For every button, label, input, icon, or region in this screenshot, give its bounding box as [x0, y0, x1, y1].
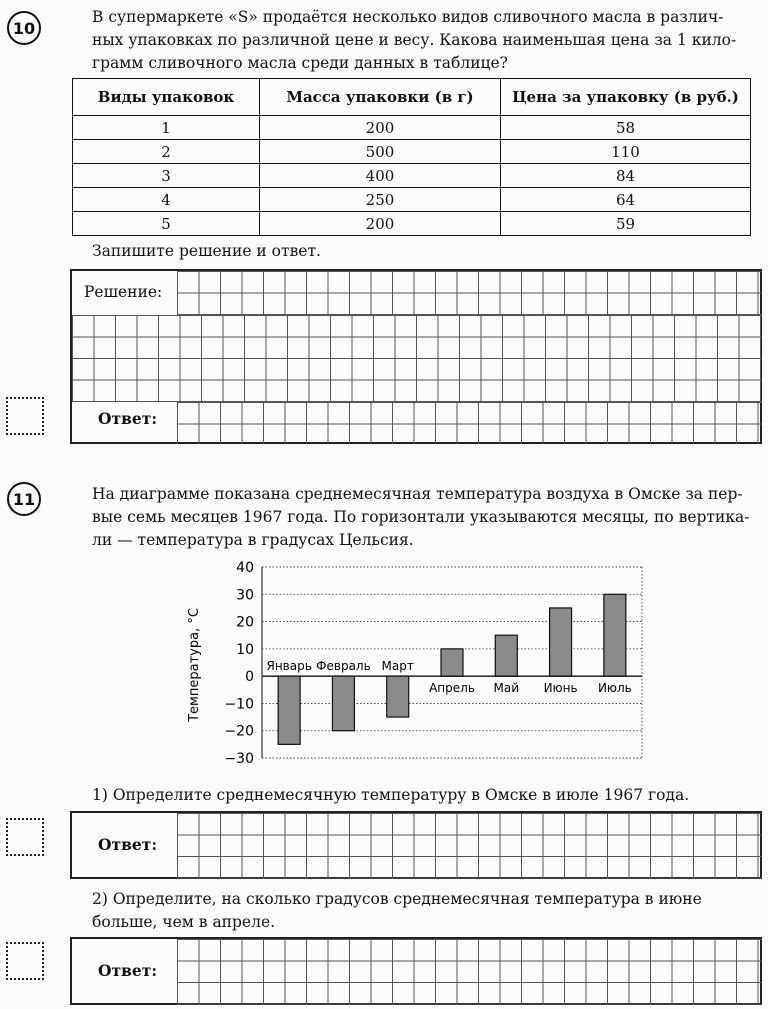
task10-instruction: Запишите решение и ответ.: [92, 242, 321, 260]
x-tick-label: Март: [381, 659, 414, 674]
task11-line: вые семь месяцев 1967 года. По горизонтали указываются месяцы, по вертика-: [92, 508, 750, 526]
task11-text: [92, 483, 750, 552]
score-box[interactable]: [6, 818, 44, 856]
table-header-row: [73, 79, 751, 116]
task10-line: грамм сливочного масла среди данных в таблице?: [92, 54, 508, 72]
y-tick-label: −10: [224, 696, 254, 713]
grid-cells: [177, 813, 762, 879]
table-cell: 2: [73, 140, 260, 164]
grid-cells: [72, 315, 762, 402]
x-tick-label: Январь: [266, 659, 312, 674]
solution-label: Решение:: [84, 283, 163, 301]
table-cell: 59: [501, 212, 751, 236]
table-row: [73, 164, 751, 188]
table-cell: 110: [501, 140, 751, 164]
chart-bar: [387, 676, 409, 717]
q2-line: больше, чем в апреле.: [92, 913, 276, 931]
answer-label: Ответ:: [98, 409, 158, 428]
chart-y-axis-label: Температура, °С: [187, 608, 202, 722]
table-cell: 200: [260, 116, 501, 140]
table-header: Масса упаковки (в г): [260, 79, 501, 116]
table-header: Виды упаковок: [73, 79, 260, 116]
score-box[interactable]: [6, 397, 44, 435]
q2-line: 2) Определите, на сколько градусов среднемесячная температура в июне: [92, 890, 702, 908]
chart-bar: [604, 594, 626, 676]
table-cell: 64: [501, 188, 751, 212]
y-tick-label: 10: [236, 641, 254, 658]
task-number-11: 11: [7, 482, 41, 516]
chart-bar: [495, 635, 517, 676]
chart-bar: [278, 676, 300, 744]
solution-grid[interactable]: [70, 269, 762, 444]
grid-cells: [177, 402, 762, 444]
table-cell: 400: [260, 164, 501, 188]
task10-text: [92, 6, 736, 75]
table-row: [73, 140, 751, 164]
task11-line: На диаграмме показана среднемесячная температура воздуха в Омске за пер-: [92, 485, 743, 503]
y-tick-label: −20: [224, 723, 254, 740]
table-cell: 5: [73, 212, 260, 236]
chart-bar: [332, 676, 354, 731]
chart-y-ticks: [224, 560, 254, 767]
y-tick-label: 0: [245, 669, 254, 686]
task11-line: ли — температура в градусах Цельсия.: [92, 531, 414, 549]
task10-line: ных упаковках по различной цене и весу. Какова наименьшая цена за 1 кило-: [92, 31, 737, 49]
table-header: Цена за упаковку (в руб.): [501, 79, 751, 116]
task10-line: В супермаркете «S» продаётся несколько видов сливочного масла в различ-: [92, 8, 724, 26]
task-number-10: 10: [7, 11, 41, 45]
packaging-table: [72, 78, 751, 236]
table-row: [73, 188, 751, 212]
answer-grid-1[interactable]: [70, 811, 762, 879]
task11-question-1: 1) Определите среднемесячную температуру в Омске в июле 1967 года.: [92, 786, 690, 804]
x-tick-label: Июль: [597, 681, 632, 696]
answer-label: Ответ:: [98, 835, 158, 854]
chart-bar: [441, 649, 463, 676]
table-cell: 58: [501, 116, 751, 140]
task11-question-2: [92, 888, 702, 934]
y-tick-label: 40: [236, 560, 254, 576]
y-tick-label: 20: [236, 614, 254, 631]
temperature-chart: [180, 555, 660, 775]
x-tick-label: Май: [493, 681, 520, 696]
score-box[interactable]: [6, 942, 44, 980]
y-tick-label: −30: [224, 751, 254, 767]
answer-grid-2[interactable]: [70, 937, 762, 1005]
answer-label: Ответ:: [98, 961, 158, 980]
table-cell: 200: [260, 212, 501, 236]
y-tick-label: 30: [236, 587, 254, 604]
x-tick-label: Февраль: [316, 659, 371, 674]
table-cell: 3: [73, 164, 260, 188]
table-cell: 1: [73, 116, 260, 140]
table-row: [73, 116, 751, 140]
table-cell: 84: [501, 164, 751, 188]
grid-cells: [177, 271, 762, 315]
table-cell: 500: [260, 140, 501, 164]
x-tick-label: Июнь: [543, 681, 578, 696]
table-cell: 4: [73, 188, 260, 212]
table-row: [73, 212, 751, 236]
x-tick-label: Апрель: [429, 681, 475, 696]
chart-bar: [550, 608, 572, 676]
table-cell: 250: [260, 188, 501, 212]
grid-cells: [177, 939, 762, 1005]
